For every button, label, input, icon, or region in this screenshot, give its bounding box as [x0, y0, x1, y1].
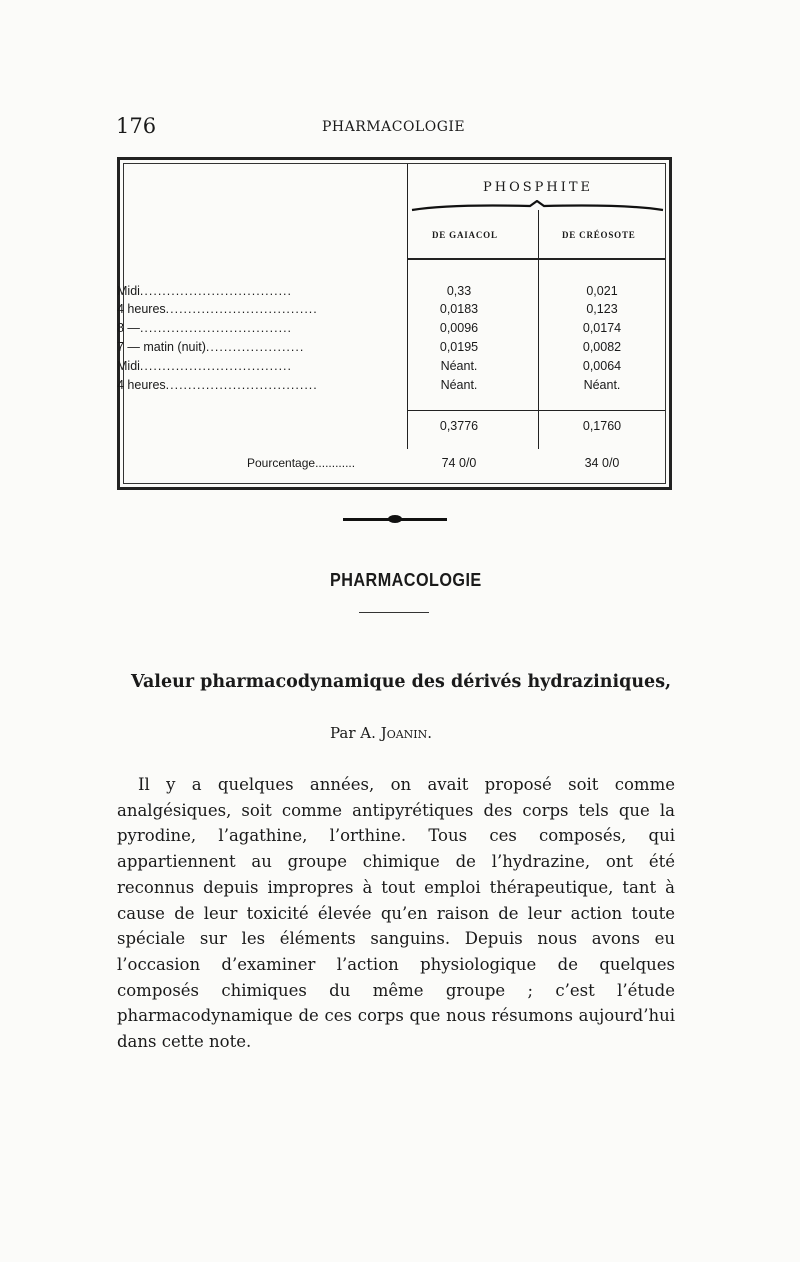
- row-label: 4 heures..................................: [117, 378, 318, 392]
- cell-gaiacol: 0,0096: [439, 321, 479, 335]
- cell-creosote: 0,021: [586, 284, 618, 298]
- article-body: [117, 772, 675, 1055]
- section-rule: [359, 612, 429, 613]
- cell-creosote: 0,123: [586, 302, 618, 316]
- cell-gaiacol: Néant.: [440, 378, 478, 392]
- row-label: 8 —..................................: [117, 321, 293, 335]
- article-title: Valeur pharmacodynamique des dérivés hydraziniques,: [131, 672, 672, 692]
- page-number: 176: [116, 114, 157, 138]
- row-label: Midi..................................: [117, 359, 293, 373]
- total-creosote: 0,1760: [582, 419, 622, 433]
- cell-creosote: 0,0064: [582, 359, 622, 373]
- byline: Par A. Joanin.: [330, 724, 433, 742]
- header-rule: [408, 258, 665, 260]
- column-header-creosote: DE CRÉOSOTE: [562, 230, 636, 240]
- row-label: Midi..................................: [117, 284, 293, 298]
- percentage-label: Pourcentage............: [247, 456, 356, 470]
- section-title: PHARMACOLOGIE: [330, 570, 482, 590]
- author-name: Joanin.: [380, 724, 433, 742]
- cell-creosote: Néant.: [583, 378, 621, 392]
- column-divider-right: [538, 210, 539, 449]
- row-label: 4 heures..................................: [117, 302, 318, 316]
- paragraph: Il y a quelques années, on avait proposé soit comme analgésiques, soit comme antipyrétiques des corps tels que la pyrodine, l’agathine, l’orthine. Tous ces composés, qui appartiennent au groupe chimique de l’hydrazine, ont été reconnus depuis impropres à tout emploi thérapeutique, tant à cause de leur toxicité élevée qu’en raison de leur action toute spéciale sur les éléments sanguins. Depuis nous avons eu l’occasion d’examiner l’action physiologique de quelques composés chimiques du même groupe ; c’est l’étude pharmacodynamique de ces corps que nous résumons aujourd’hui dans cette note.: [117, 775, 675, 1052]
- table-title: PHOSPHITE: [483, 180, 594, 195]
- brace-icon: [410, 200, 665, 212]
- percentage-gaiacol: 74 0/0: [441, 456, 477, 470]
- running-head: PHARMACOLOGIE: [322, 119, 466, 135]
- row-label: 7 — matin (nuit)......................: [117, 340, 305, 354]
- cell-creosote: 0,0174: [582, 321, 622, 335]
- percentage-creosote: 34 0/0: [584, 456, 620, 470]
- column-header-gaiacol: DE GAIACOL: [432, 230, 498, 240]
- cell-gaiacol: 0,33: [446, 284, 472, 298]
- total-rule: [408, 410, 665, 411]
- total-gaiacol: 0,3776: [439, 419, 479, 433]
- cell-gaiacol: Néant.: [440, 359, 478, 373]
- cell-gaiacol: 0,0183: [439, 302, 479, 316]
- ornament-icon: [388, 515, 402, 523]
- cell-gaiacol: 0,0195: [439, 340, 479, 354]
- cell-creosote: 0,0082: [582, 340, 622, 354]
